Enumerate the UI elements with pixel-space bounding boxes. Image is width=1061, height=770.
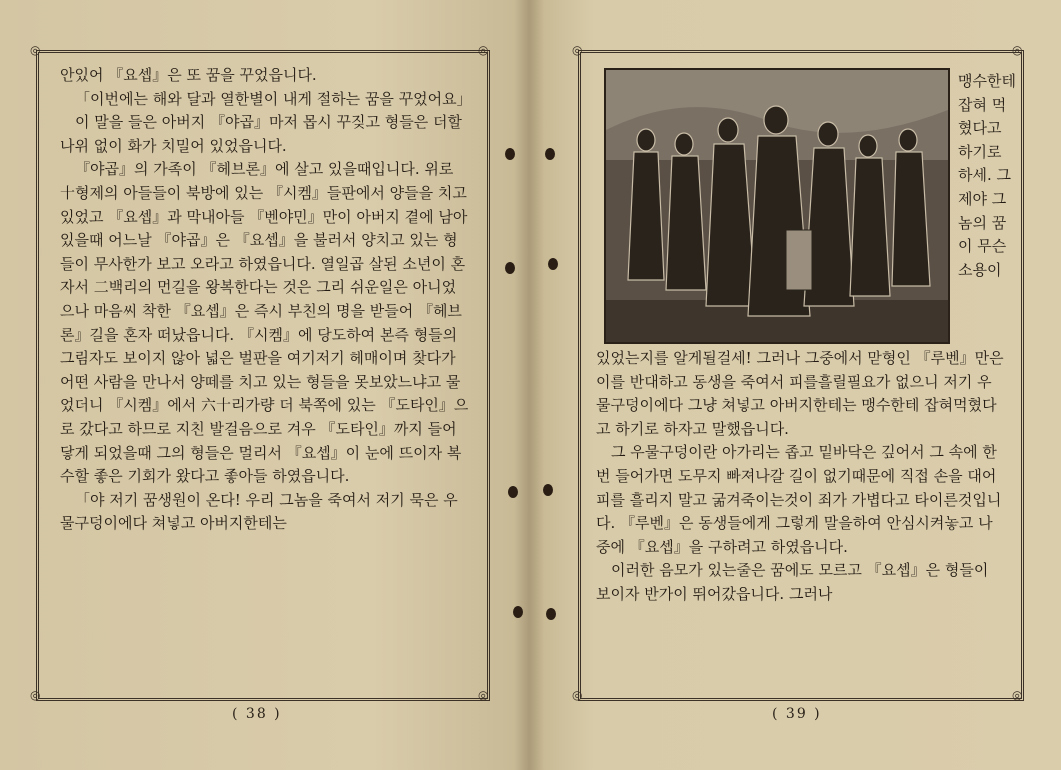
page-number-left: ( 38 ) [232,706,282,722]
left-page-text [60,64,470,536]
book-gutter [514,0,544,770]
binding-hole [505,148,515,160]
binding-hole [546,608,556,620]
left-paragraph-5: 「야 저기 꿈생원이 온다! 우리 그놈을 죽여서 저기 묵은 우물구덩이에다 쳐넣고 아버지한테는 [60,490,458,533]
binding-hole [548,258,558,270]
right-page-side-text: 맹수한테 잡혀 먹혔다고 하기로 하세. 그제야 그놈의 꿈이 무슨 소용이 [958,72,1016,279]
left-paragraph-2: 「이번에는 해와 달과 열한별이 내게 절하는 꿈을 꾸었어요」 [75,89,472,108]
frame-corner-ornament: ◎ [30,688,41,702]
frame-corner-ornament: ◎ [478,688,489,702]
binding-hole [543,484,553,496]
right-page-text [596,347,1006,607]
illustration-brothers [604,68,950,344]
frame-corner-ornament: ◎ [572,43,583,57]
binding-hole [513,606,523,618]
frame-corner-ornament: ◎ [572,688,583,702]
left-paragraph-1: 안있어 『요셉』은 또 꿈을 꾸었읍니다. [60,66,317,84]
frame-corner-ornament: ◎ [478,43,489,57]
right-paragraph-2: 그 우물구덩이란 아가리는 좁고 밑바닥은 깊어서 그 속에 한번 들어가면 도무지 빠져나갈 길이 없기때문에 직접 손을 대어 피를 흘리지 말고 굶겨죽이는것이 죄가 가볍다고 타이른것입니다. 『루벤』은 동생들에게 그렇게 말을하여 안심시켜놓고 나중에 『요셉』을 구하려고 하였읍니다. [596,443,1002,556]
right-paragraph-1: 있었는지를 알게될걸세! 그러나 그중에서 맏형인 『루벤』만은 이를 반대하고 동생을 죽여서 피를흘릴필요가 없으니 저기 우물구덩이에다 그냥 쳐넣고 아버지한테는 맹수한테 잡혀먹혔다고 하기로 하자고 말했읍니다. [596,349,1004,438]
page-number-right: ( 39 ) [772,706,822,722]
binding-hole [508,486,518,498]
frame-corner-ornament: ◎ [1012,688,1023,702]
left-paragraph-3: 이 말을 들은 아버지 『야곱』마저 몹시 꾸짖고 형들은 더할나위 없이 화가 치밀어 있었읍니다. [60,113,462,155]
frame-corner-ornament: ◎ [1012,43,1023,57]
binding-hole [545,148,555,160]
binding-hole [505,262,515,274]
frame-corner-ornament: ◎ [30,43,41,57]
left-paragraph-4: 『야곱』의 가족이 『헤브론』에 살고 있을때입니다. 위로 十형제의 아들들이 북방에 있는 『시켐』들판에서 양들을 치고 있었고 『요셉』과 막내아들 『벤야민』만이 아버지 곁에 남아있을때 어느날 『야곱』은 『요셉』을 불러서 양치고 있는 형들이 무사한가 보고 오라고 하였읍니다. 열일곱 살된 소년이 혼자서 二백리의 먼길을 왕복한다는 것은 그리 쉬운일은 아니었으나 마음씨 착한 『요셉』은 즉시 부친의 명을 받들어 『헤브론』길을 혼자 떠났읍니다. 『시켐』에 당도하여 본즉 형들의 그림자도 보이지 않아 넓은 벌판을 여기저기 헤매이며 찾다가 어떤 사람을 만나서 양떼를 치고 있는 형들을 못보았느냐고 물었더니 『시켐』에서 六十리가량 더 북쪽에 있는 『도타인』으로 갔다고 하므로 지친 발걸음으로 겨우 『도타인』까지 들어닿게 되었을때 그의 형들은 멀리서 『요셉』이 눈에 뜨이자 복수할 좋은 기회가 왔다고 좋아들 하였읍니다. [60,160,469,486]
right-paragraph-3: 이러한 음모가 있는줄은 꿈에도 모르고 『요셉』은 형들이 보이자 반가이 뛰어갔읍니다. 그러나 [596,561,989,603]
engraving-figures-icon [606,70,948,342]
